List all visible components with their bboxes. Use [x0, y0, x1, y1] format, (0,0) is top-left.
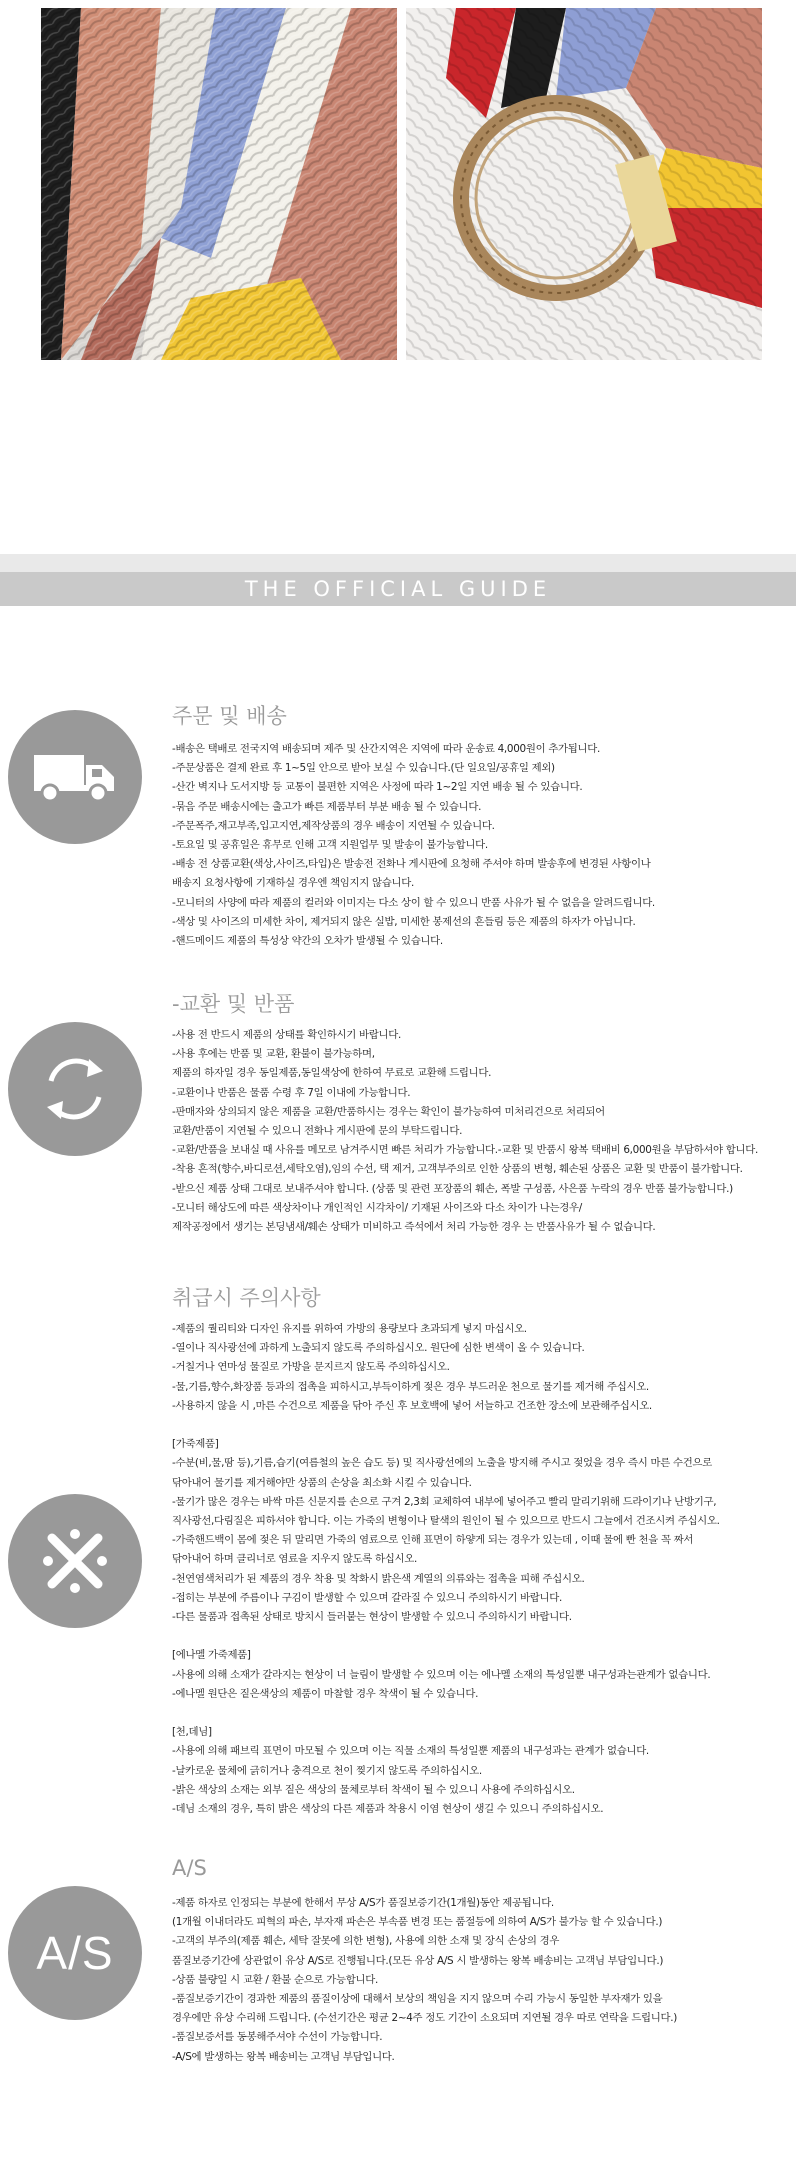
- text-line: 닦아내어 하며 클리너로 염료을 지우지 않도록 하십시오.: [172, 1553, 417, 1566]
- text-line: -에나멜 원단은 짙은색상의 제품이 마찰할 경우 착색이 될 수 있습니다.: [172, 1687, 479, 1700]
- text-line: -사용 전 반드시 제품의 상태를 확인하시기 바랍니다.: [172, 1029, 401, 1041]
- text-line: -교환이나 반품은 물품 수령 후 7일 이내에 가능합니다.: [172, 1086, 411, 1099]
- text-line: -수분(비,물,땀 등),기름,습기(여름철의 높은 습도 등) 및 직사광선에의 노출을 방지해 주시고 젖었을 경우 즉시 마른 수건으로: [172, 1457, 712, 1470]
- section-body-exchange-return: [172, 1026, 782, 1237]
- text-line: [천,데님]: [172, 1726, 212, 1739]
- text-line: -고객의 부주의(제품 훼손, 세탁 잘못에 의한 변형), 사용에 의한 소재 및 장식 손상의 경우: [172, 1935, 560, 1948]
- text-line: -모니터의 사양에 따라 제품의 컬러와 이미지는 다소 상이 할 수 있으니 반품 사유가 될 수 없음을 알려드립니다.: [172, 896, 655, 909]
- section-title-handling: 취급시 주의사항: [172, 1286, 321, 1310]
- text-line: -핸드메이드 제품의 특성상 약간의 오차가 발생될 수 있습니다.: [172, 935, 443, 948]
- woven-bag-image-left: [41, 8, 397, 360]
- text-line: -교환/반품을 보내실 때 사유를 메모로 남겨주시면 빠른 처리가 가능합니다.-교환 및 반품시 왕복 택배비 6,000원을 부담하셔야 합니다.: [172, 1144, 758, 1157]
- text-line: -천연염색처리가 된 제품의 경우 착용 및 착화시 밝은색 계열의 의류와는 접촉을 피해 주십시오.: [172, 1572, 585, 1585]
- product-photo-right: [406, 8, 762, 360]
- text-line: -사용 후에는 반품 및 교환, 환불이 불가능하며,: [172, 1048, 375, 1061]
- text-line: [가죽제품]: [172, 1438, 219, 1451]
- woven-bag-image-right: [406, 8, 762, 360]
- text-line: -색상 및 사이즈의 미세한 차이, 제거되지 않은 실밥, 미세한 봉제선의 흔들림 등은 제품의 하자가 아닙니다.: [172, 915, 636, 928]
- text-line: -묶음 주문 배송시에는 출고가 빠른 제품부터 부분 배송 될 수 있습니다.: [172, 800, 482, 813]
- text-line: -접히는 부분에 주름이나 구김이 발생할 수 있으며 갈라질 수 있으니 주의하시기 바랍니다.: [172, 1591, 563, 1604]
- text-line: -토요일 및 공휴일은 휴무로 인해 고객 지원업무 및 발송이 불가능합니다.: [172, 839, 488, 852]
- text-line: -품질보증서를 동봉해주셔야 수선이 가능합니다.: [172, 2031, 383, 2044]
- text-line: (1개월 이내더라도 피혁의 파손, 부자재 파손은 부속품 변경 또는 품절등에 의하여 A/S가 불가능 할 수 있습니다.): [172, 1916, 663, 1929]
- text-line: -사용하지 않을 시 ,마른 수건으로 제품을 닦아 주신 후 보호백에 넣어 서늘하고 건조한 장소에 보관해주십시오.: [172, 1399, 652, 1412]
- section-body-handling: [172, 1320, 782, 1819]
- as-badge-text: A/S: [36, 1927, 114, 1979]
- product-photo-left: [41, 8, 397, 360]
- section-body-order-delivery: [172, 740, 782, 951]
- text-line: -열이나 직사광선에 과하게 노출되지 않도록 주의하십시오. 원단에 심한 변색이 올 수 있습니다.: [172, 1342, 585, 1355]
- text-line: -사용에 의해 패브릭 표면이 마모될 수 있으며 이는 직물 소재의 특성일뿐 제품의 내구성과는 관계가 없습니다.: [172, 1745, 649, 1758]
- text-line: -판매자와 상의되지 않은 제품을 교환/반품하시는 경우는 확인이 불가능하여 미처리건으로 처리되어: [172, 1105, 605, 1118]
- text-line: -다른 물품과 접촉된 상태로 방치시 들러붙는 현상이 발생할 수 있으니 주의하시기 바랍니다.: [172, 1611, 572, 1624]
- text-line: -품질보증기간이 경과한 제품의 품질이상에 대해서 보상의 책임을 지지 않으며 수리 가능시 동일한 부자재가 있을: [172, 1993, 663, 2006]
- text-line: -가죽핸드백이 몸에 젖은 뒤 말리면 가죽의 염료으로 인해 표면이 하얗게 되는 경우가 있는데 , 이때 물에 빤 천을 꼭 짜서: [172, 1534, 694, 1547]
- text-line: -상품 불량일 시 교환 / 환불 순으로 가능합니다.: [172, 1973, 378, 1986]
- text-line: -제품의 퀄리티와 디자인 유지를 위하여 가방의 용량보다 초과되게 넣지 마십시오.: [172, 1323, 527, 1335]
- text-line: 배송지 요청사항에 기재하실 경우엔 책임지지 않습니다.: [172, 877, 414, 890]
- text-line: -제품 하자로 인정되는 부분에 한해서 무상 A/S가 품질보증기간(1개월)동안 제공됩니다.: [172, 1897, 554, 1909]
- blank-line: [172, 1416, 782, 1435]
- text-line: 경우에만 유상 수리해 드립니다. (수선기간은 평균 2~4주 정도 기간이 소요되며 지연될 경우 따로 연락을 드립니다.): [172, 2012, 678, 2025]
- delivery-truck-icon: [8, 710, 142, 844]
- text-line: -산간 벽지나 도서지방 등 교통이 불편한 지역은 사정에 따라 1~2일 지연 배송 될 수 있습니다.: [172, 781, 583, 794]
- text-line: [에나멜 가죽제품]: [172, 1649, 251, 1662]
- text-line: 제품의 하자일 경우 동일제품,동일색상에 한하여 무료로 교환해 드립니다.: [172, 1067, 492, 1080]
- text-line: 닦아내어 물기를 제거해야만 상품의 손상을 최소화 시킬 수 있습니다.: [172, 1476, 472, 1489]
- text-line: -주문상품은 결제 완료 후 1~5일 안으로 받아 보실 수 있습니다.(단 일요일/공휴일 제외): [172, 762, 555, 775]
- text-line: -데님 소재의 경우, 특히 밝은 색상의 다른 제품과 착용시 이염 현상이 생길 수 있으니 주의하십시오.: [172, 1803, 604, 1816]
- section-title-as: A/S: [172, 1856, 207, 1880]
- text-line: -물,기름,향수,화장품 등과의 접촉을 피하시고,부득이하게 젖은 경우 부드러운 천으로 물기를 제거해 주십시오.: [172, 1380, 649, 1393]
- text-line: -사용에 의해 소재가 갈라지는 현상이 너 늘림이 발생할 수 있으며 이는 에나멜 소재의 특성일뿐 내구성과는관계가 없습니다.: [172, 1668, 711, 1681]
- text-line: 품질보증기간에 상관없이 유상 A/S로 진행됩니다.(모든 유상 A/S 시 발생하는 왕복 배송비는 고객님 부담입니다.): [172, 1954, 664, 1967]
- text-line: -모니터 해상도에 따른 색상차이나 개인적인 시각차이/ 기재된 사이즈와 다소 차이가 나는경우/: [172, 1201, 582, 1214]
- care-warning-icon: [8, 1494, 142, 1628]
- text-line: -A/S에 발생하는 왕복 배송비는 고객님 부담입니다.: [172, 2050, 395, 2063]
- as-badge-icon: [8, 1886, 142, 2020]
- text-line: -배송 전 상품교환(색상,사이즈,타입)은 발송전 전화나 게시판에 요청해 주셔야 하며 발송후에 변경된 사항이나: [172, 858, 651, 871]
- exchange-arrows-icon: [8, 1022, 142, 1156]
- text-line: 교환/반품이 지연될 수 있으니 전화나 게시판에 문의 부탁드립니다.: [172, 1125, 463, 1138]
- section-body-as: [172, 1894, 782, 2067]
- text-line: -물기가 많은 경우는 바싹 마른 신문지를 손으로 구겨 2,3회 교체하여 내부에 넣어주고 빨리 말리기위해 드라이기나 난방기구,: [172, 1495, 717, 1508]
- text-line: -거칠거나 연마성 물질로 가방을 문지르지 않도록 주의하십시오.: [172, 1361, 450, 1374]
- banner-title: THE OFFICIAL GUIDE: [244, 577, 552, 601]
- official-guide-banner: [0, 554, 796, 606]
- text-line: -주문폭주,재고부족,입고지연,제작상품의 경우 배송이 지연될 수 있습니다.: [172, 819, 495, 832]
- text-line: -받으신 제품 상태 그대로 보내주셔야 합니다. (상품 및 관련 포장품의 훼손, 폭발 구성품, 사은품 누락의 경우 반품 불가능합니다.): [172, 1182, 733, 1195]
- blank-line: [172, 1627, 782, 1646]
- blank-line: [172, 1704, 782, 1723]
- banner-top-strip: [0, 554, 796, 572]
- text-line: -배송은 택배로 전국지역 배송되며 제주 및 산간지역은 지역에 따라 운송료 4,000원이 추가됩니다.: [172, 743, 601, 755]
- section-title-exchange-return: -교환 및 반품: [172, 992, 295, 1016]
- text-line: -날카로운 물체에 긁히거나 충격으로 천이 찢기지 않도록 주의하십시오.: [172, 1764, 482, 1777]
- section-title-order-delivery: 주문 및 배송: [172, 704, 287, 728]
- text-line: 제작공정에서 생기는 본딩냄새/훼손 상태가 미비하고 즉석에서 처리 가능한 경우 는 반품사유가 될 수 없습니다.: [172, 1221, 656, 1234]
- text-line: -착용 흔적(향수,바디로션,세탁오염),임의 수선, 택 제거, 고객부주의로 인한 상품의 변형, 훼손된 상품은 교환 및 반품이 불가합니다.: [172, 1163, 743, 1176]
- text-line: 직사광선,다림질은 피하셔야 합니다. 이는 가죽의 변형이나 탈색의 원인이 될 수 있으므로 반드시 그늘에서 건조시켜 주십시오.: [172, 1515, 720, 1528]
- text-line: -밝은 색상의 소재는 외부 짙은 색상의 물체로부터 착색이 될 수 있으니 사용에 주의하십시오.: [172, 1783, 575, 1796]
